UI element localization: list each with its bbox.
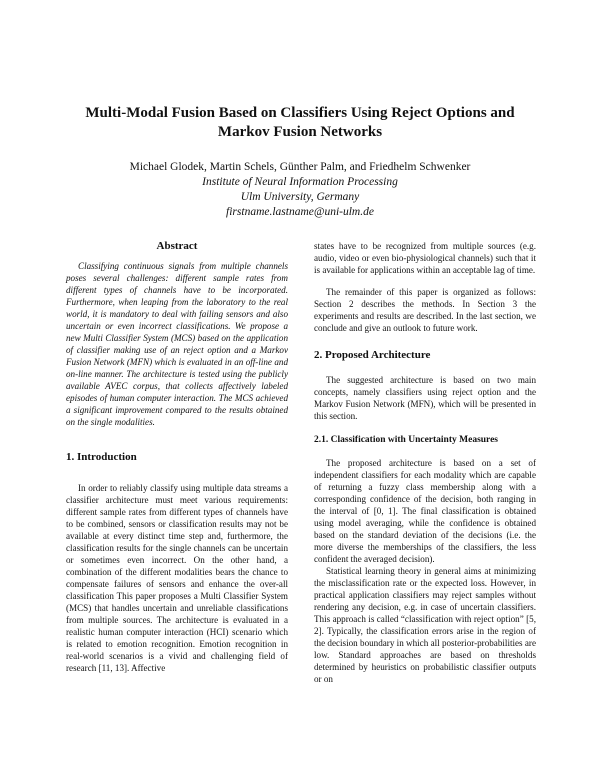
left-column	[66, 240, 288, 674]
abstract-text: Classifying continuous signals from multiple channels poses several challenges: different sample rates from different types of channels have to be incorporated. Furthermore, when leaping from the laboratory to the real world, it is mandatory to deal with failing sensors and also uncertain or even incorrect classifications. We propose a new Multi Classifier System (MCS) based on the application of classifier making use of an reject option and a Markov Fusion Network (MFN) which is evaluated in an off-line and on-line manner. The architecture is tested using the publicly available AVEC corpus, that collects affectively labeled episodes of human computer interaction. The MCS achieved a significant improvement compared to the results obtained on the single modalities.	[66, 261, 288, 427]
right-column	[314, 240, 536, 685]
section2-text: The suggested architecture is based on two main concepts, namely classifiers using reject option and the Markov Fusion Network (MFN), which will be presented in this section.	[314, 375, 536, 421]
author-block	[40, 160, 560, 220]
introduction-text: In order to reliably classify using multiple data streams a classifier architecture must meet various requirements: different sample rates from different types of channels have to be combined, sensors or classification results may not be available at every distinct time step and, furthermore, the classification results for the single channels can be uncertain or sometimes even incorrect. On the other hand, a combination of the different modalities bears the chance to compensate failures of sensors and enhance the over-all classification This paper proposes a Multi Classifier System (MCS) that handles uncertain and unreliable classifications from multiple sources. The architecture is evaluated in a realistic human computer interaction (HCI) scenario which is related to emotion recognition. Emotion recognition in real-world scenarios is a vivid and challenging field of research [11, 13]. Affective	[66, 483, 288, 673]
subsection-paragraph-1: The proposed architecture is based on a set of independent classifiers for each modality which are capable of returning a fuzzy class membership along with a corresponding confidence of the decision, both ranging in the interval of [0, 1]. The final classification is obtained using model averaging, while the confidence is obtained based on the standard deviation of the decisions (i.e. the more diverse the memberships of the classifiers, the less confident the averaged decision).	[314, 458, 536, 564]
title-line-1: Multi-Modal Fusion Based on Classifiers Using Reject Options and	[85, 105, 515, 121]
title-line-2: Markov Fusion Networks	[217, 124, 383, 140]
author-names: Michael Glodek, Martin Schels, Günther Palm, and Friedhelm Schwenker	[129, 161, 471, 173]
email: firstname.lastname@uni-ulm.de	[226, 206, 374, 218]
paper-title	[60, 104, 540, 142]
abstract-heading: Abstract	[156, 240, 198, 252]
subsection-paragraph-2: Statistical learning theory in general aims at minimizing the misclassification rate or the expected loss. However, in practical application classifiers may reject samples without rendering any decision, e.g. in case of uncertain classifiers. This approach is called “classification with reject option” [5, 2]. Typically, the classification errors arise in the region of the decision boundary in which all posterior-probabilities are low. Standard approaches are based on thresholds determined by heuristics on probabilistic classifier outputs or on	[314, 566, 536, 684]
university: Ulm University, Germany	[240, 191, 360, 203]
institute: Institute of Neural Information Processing	[202, 176, 398, 188]
continuation-paragraph: states have to be recognized from multiple sources (e.g. audio, video or even bio-physiological channels) such that it is available for applications within an acceptable lag of time.	[314, 241, 536, 275]
introduction-heading: 1. Introduction	[66, 451, 137, 463]
subsection-heading: 2.1. Classification with Uncertainty Measures	[314, 435, 499, 445]
organization-paragraph: The remainder of this paper is organized as follows: Section 2 describes the methods. In Section 3 the experiments and results are described. In the last section, we conclude and give an outlook to future work.	[314, 287, 536, 333]
section2-heading: 2. Proposed Architecture	[314, 349, 431, 361]
